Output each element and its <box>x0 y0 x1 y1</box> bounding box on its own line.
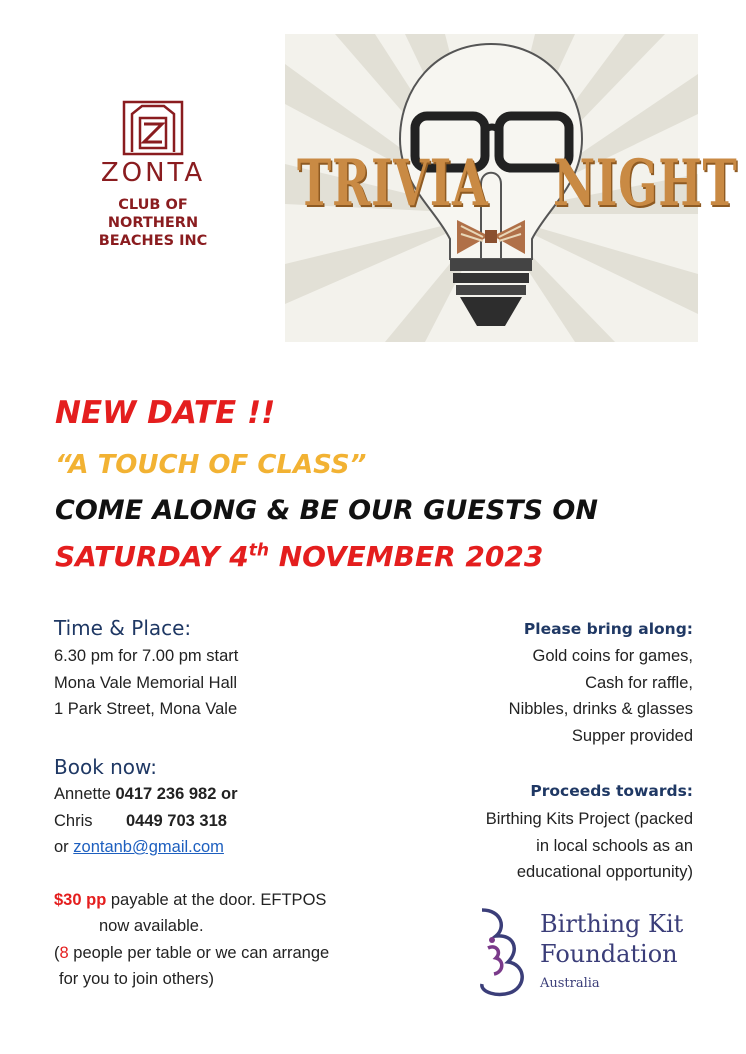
night-word: NIGHT <box>553 146 738 221</box>
email-line <box>54 834 384 861</box>
bkf-title-line1: Birthing Kit <box>540 910 684 938</box>
bring-item: Gold coins for games, <box>532 647 693 665</box>
contact-annette <box>54 781 384 808</box>
contact-chris <box>54 808 384 835</box>
table-count: 8 <box>59 943 69 962</box>
bring-along-heading: Please bring along: <box>523 620 693 638</box>
date-suffix: NOVEMBER 2023 <box>269 540 544 573</box>
contact2-phone: 0449 703 318 <box>126 811 227 830</box>
eftpos-line: now available. <box>99 917 204 935</box>
venue-line: Mona Vale Memorial Hall <box>54 673 238 692</box>
date-prefix: SATURDAY 4 <box>55 540 249 573</box>
event-date-heading <box>55 540 543 573</box>
mother-baby-icon <box>468 900 538 1004</box>
table-terms: people per table or we can arrange <box>68 943 330 962</box>
date-ordinal: th <box>248 540 269 561</box>
proceeds-line: in local schools as an <box>536 836 693 855</box>
bkf-country: Australia <box>540 976 600 991</box>
proceeds-line: educational opportunity) <box>516 863 693 881</box>
zonta-logo <box>78 100 228 260</box>
bring-along-list <box>433 643 693 749</box>
zonta-wordmark: ZONTA <box>100 158 206 188</box>
bring-item: Cash for raffle, <box>585 673 693 692</box>
proceeds-line: Birthing Kits Project (packed <box>485 810 693 828</box>
zonta-club-line3: BEACHES INC <box>98 233 208 249</box>
contact1-phone: 0417 236 982 or <box>115 785 238 803</box>
time-place-details <box>54 643 238 723</box>
zonta-emblem-icon <box>122 100 184 156</box>
address-line: 1 Park Street, Mona Vale <box>54 700 238 718</box>
zonta-club-line1: CLUB OF <box>118 197 188 213</box>
bkf-title-line2: Foundation <box>540 940 678 968</box>
new-date-heading: NEW DATE !! <box>55 395 276 431</box>
contact1-name: Annette <box>54 785 116 803</box>
theme-heading: “A TOUCH OF CLASS” <box>55 450 367 480</box>
price-line <box>54 887 384 914</box>
bring-item: Nibbles, drinks & glasses <box>508 700 693 718</box>
price-terms: payable at the door. EFTPOS <box>106 890 327 909</box>
bring-item: Supper provided <box>571 726 693 745</box>
trivia-night-banner <box>285 34 738 342</box>
birthing-kit-foundation-logo <box>468 900 694 1004</box>
trivia-word: TRIVIA <box>297 146 489 221</box>
email-link[interactable]: zontanb@gmail.com <box>73 838 224 856</box>
table-line2: for you to join others) <box>59 970 214 988</box>
booking-details <box>54 781 384 993</box>
time-line: 6.30 pm for 7.00 pm start <box>54 647 239 665</box>
table-paren: ( <box>54 943 60 962</box>
proceeds-heading: Proceeds towards: <box>530 782 693 800</box>
zonta-club-line2: NORTHERN <box>107 215 199 231</box>
price-amount: $30 pp <box>54 890 107 909</box>
contact2-name: Chris <box>54 811 93 830</box>
proceeds-details <box>433 806 693 886</box>
email-prefix: or <box>54 838 74 856</box>
book-now-heading: Book now: <box>54 755 158 779</box>
table-line <box>54 940 384 967</box>
time-place-heading: Time & Place: <box>54 616 192 640</box>
invite-heading: COME ALONG & BE OUR GUESTS ON <box>55 495 598 526</box>
